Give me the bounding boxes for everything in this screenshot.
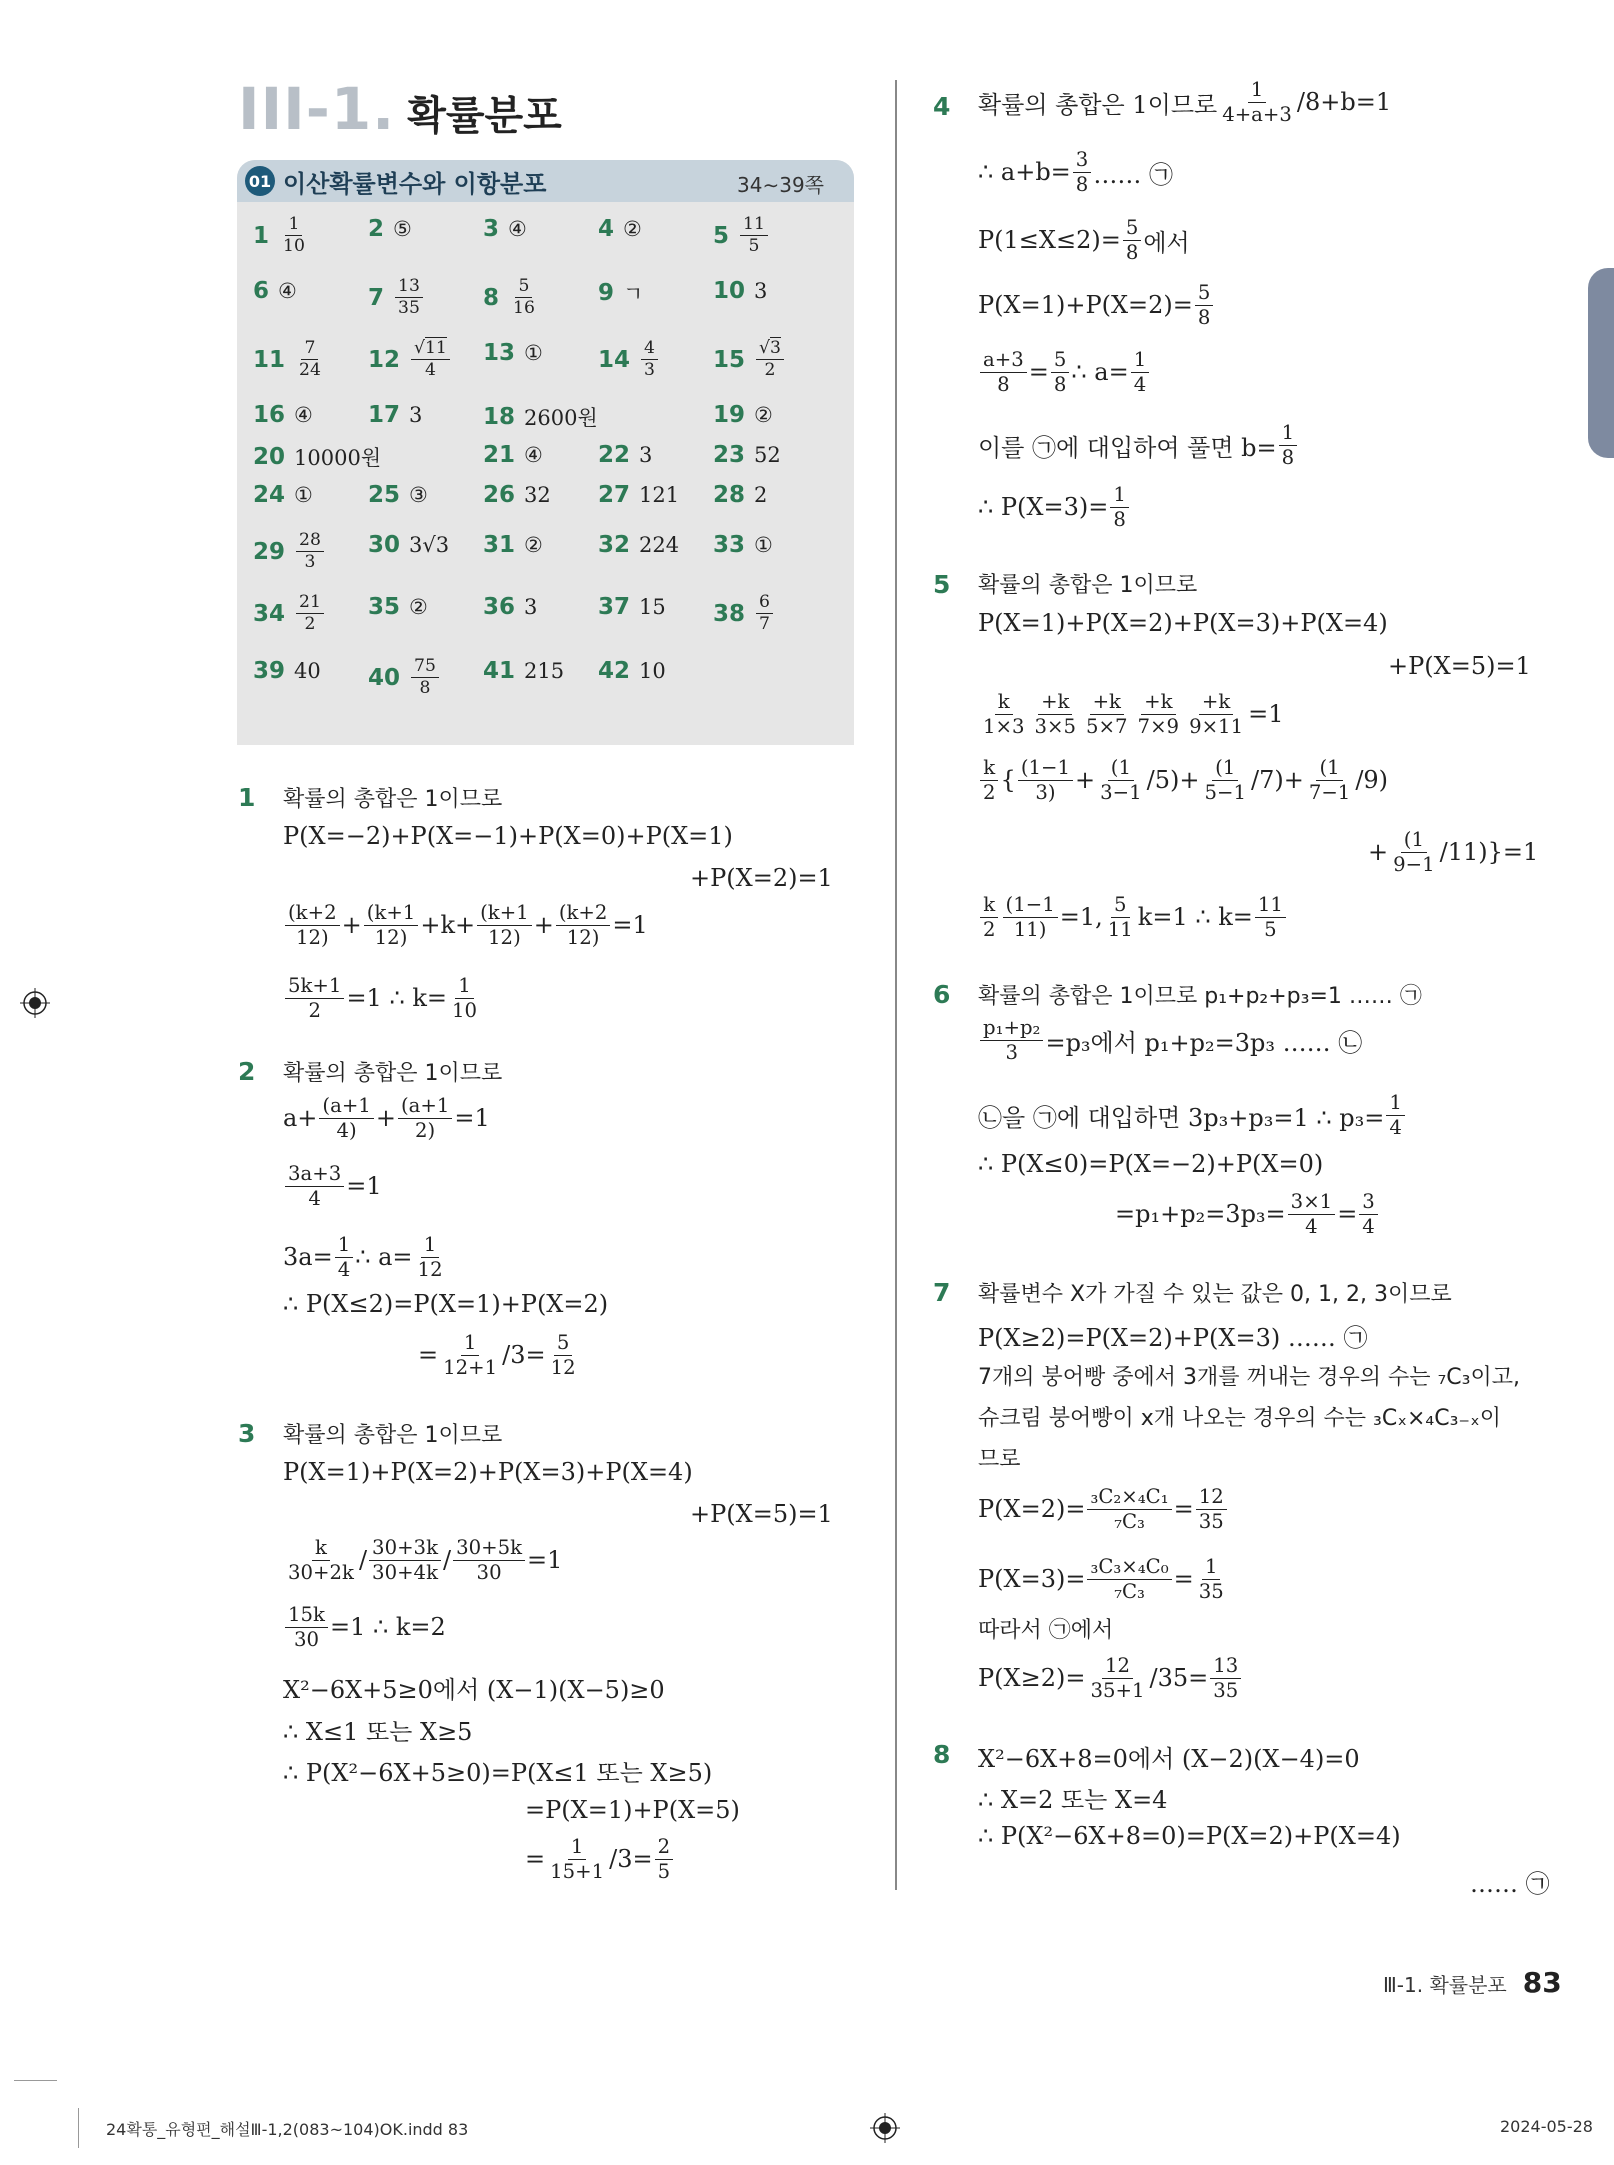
- print-date: 2024-05-28: [1500, 2117, 1593, 2136]
- answer-item: [713, 594, 775, 633]
- answer-number: 31: [483, 532, 516, 558]
- answer-item: [483, 594, 537, 620]
- chapter-header: [238, 75, 562, 143]
- answer-item: [368, 340, 452, 379]
- answer-number: 36: [483, 594, 516, 620]
- answer-value: $\frac{√3}{2}$: [754, 340, 786, 379]
- answer-value: ②: [524, 533, 543, 557]
- solution-line: ㉡을 ㉠에 대입하면 3p₃+p₃=1 ∴ p₃= 1 4: [978, 1093, 1407, 1137]
- text: 확률의 총합은 1이므로: [283, 787, 503, 812]
- answer-number: 2: [368, 216, 385, 242]
- answer-number: 10: [713, 278, 746, 304]
- solution-line: [978, 1613, 1113, 1644]
- solution-number: 4: [933, 92, 951, 121]
- answer-item: [253, 340, 326, 379]
- section-title: 이산확률변수와 이항분포: [283, 169, 547, 198]
- answer-value: $\frac{7}{24}$: [299, 338, 321, 381]
- solution-number: 8: [933, 1740, 951, 1769]
- answer-number: 30: [368, 532, 401, 558]
- solution-line: 5k+1 2 =1 ∴ k= 1 10: [283, 976, 482, 1020]
- answer-item: [713, 340, 786, 379]
- solution-line: = 1 12+1 /3= 5 12: [418, 1331, 576, 1379]
- answer-item: [368, 658, 441, 697]
- answer-number: 22: [598, 442, 631, 468]
- answer-value: $\frac{28}{3}$: [294, 532, 326, 571]
- answer-value: ④: [524, 443, 543, 467]
- solution-line: k 2 { (1−1 3) + (1 3−1 /5)+ (1 5−1 /7)+ (1 7−1 /9): [978, 758, 1388, 802]
- solution-line: [978, 1277, 1452, 1308]
- solution-line: 확률의 총합은 1이므로 1 4+a+3 /8+b=1: [978, 78, 1392, 126]
- answer-number: 26: [483, 482, 516, 508]
- answer-value: ②: [623, 217, 642, 241]
- solution-number: 6: [933, 980, 951, 1009]
- text: 확률의 총합은 1이므로 p₁+p₂+p₃=1 …… ㉠: [978, 984, 1422, 1009]
- answer-number: 40: [368, 664, 401, 691]
- solution-line: = 1 15+1 /3= 2 5: [525, 1837, 675, 1881]
- answer-number: 25: [368, 482, 401, 508]
- section-bar: [237, 160, 854, 202]
- solution-line: 15k 30 =1 ∴ k=2: [283, 1605, 446, 1649]
- answer-item: [713, 532, 773, 558]
- answer-value: ④: [278, 279, 297, 303]
- answer-value: 3: [409, 403, 423, 427]
- answer-item: [483, 216, 527, 242]
- answer-item: [598, 278, 643, 308]
- answer-item: [483, 278, 540, 317]
- column-divider: [895, 80, 897, 1890]
- answer-number: 24: [253, 482, 286, 508]
- solution-line: 이를 ㉠에 대입하여 풀면 b= 1 8: [978, 423, 1299, 467]
- answer-value: 3: [524, 595, 538, 619]
- answer-number: 38: [713, 600, 746, 627]
- solution-line: [283, 1418, 502, 1449]
- answer-value: $\frac{6}{7}$: [754, 594, 775, 633]
- solution-number: 5: [933, 570, 951, 599]
- crop-mark: [14, 2080, 57, 2081]
- answer-number: 13: [483, 340, 516, 366]
- answer-value: ①: [294, 483, 313, 507]
- answer-number: 9: [598, 280, 615, 306]
- solution-line: ∴ X=2 또는 X=4: [978, 1786, 1168, 1814]
- answer-item: [253, 482, 313, 508]
- answer-value: $\frac{13}{35}$: [393, 278, 425, 317]
- solution-line: ∴ P(X≤0)=P(X=−2)+P(X=0): [978, 1150, 1324, 1178]
- text: 슈크림 붕어빵이 x개 나오는 경우의 수는 ₃Cₓ×₄C₃₋ₓ이: [978, 1406, 1502, 1431]
- side-tab: [1588, 268, 1614, 458]
- answer-item: [253, 402, 313, 428]
- solution-line: k 2 (1−1 11) =1, 5 11 k=1 ∴ k= 11 5: [978, 895, 1288, 939]
- answer-number: 6: [253, 278, 270, 304]
- solution-line: p₁+p₂ 3 =p₃에서 p₁+p₂=3p₃ …… ㉡: [978, 1018, 1362, 1062]
- answer-number: 4: [598, 216, 615, 242]
- text: 확률의 총합은 1이므로: [283, 1423, 503, 1448]
- answer-value: ④: [294, 403, 313, 427]
- solution-line: =P(X=1)+P(X=5): [525, 1796, 740, 1824]
- answer-item: [483, 482, 551, 508]
- answer-value: $\frac{11}{5}$: [738, 216, 770, 255]
- answer-value: 3: [754, 279, 768, 303]
- answer-item: [253, 658, 321, 684]
- answer-item: [253, 594, 326, 633]
- solution-line: P(X=1)+P(X=2)= 5 8: [978, 283, 1215, 327]
- solution-line: + (1 9−1 /11)}=1: [1368, 828, 1539, 876]
- chapter-dot: .: [372, 75, 396, 143]
- text: 따라서 ㉠에서: [978, 1618, 1114, 1643]
- solution-line: [978, 1401, 1501, 1432]
- answer-value: 10: [639, 659, 666, 683]
- solution-line: +P(X=5)=1: [690, 1500, 833, 1528]
- solution-line: P(X=2)= ₃C₂×₄C₁ ₇C₃ = 12 35: [978, 1487, 1229, 1531]
- answer-value: 2600원: [524, 406, 598, 430]
- answer-value: ㄱ: [623, 282, 644, 306]
- answer-number: 19: [713, 402, 746, 428]
- answer-item: [713, 216, 770, 255]
- crop-mark: [78, 2108, 79, 2148]
- answer-value: $\frac{1}{10}$: [283, 214, 305, 257]
- text: 확률의 총합은 1이므로: [978, 573, 1198, 598]
- chapter-number: III-1: [238, 75, 373, 143]
- solution-line: k 30+2k / 30+3k 30+4k / 30+5k 30 =1: [288, 1536, 563, 1584]
- answer-value: $\frac{21}{2}$: [294, 594, 326, 633]
- solution-line: [978, 979, 1422, 1010]
- answer-item: [713, 482, 767, 508]
- answer-item: [368, 482, 428, 508]
- answer-value: ③: [409, 483, 428, 507]
- answer-number: 41: [483, 658, 516, 684]
- answer-number: 34: [253, 600, 286, 627]
- answer-value: ①: [524, 341, 543, 365]
- answer-number: 39: [253, 658, 286, 684]
- answer-item: [368, 216, 412, 242]
- answer-item: [598, 532, 679, 558]
- answer-value: ⑤: [393, 217, 412, 241]
- answer-item: [368, 402, 422, 428]
- answer-value: ④: [508, 217, 527, 241]
- print-slug: 24확통_유형편_해설Ⅲ-1,2(083~104)OK.indd 83: [106, 2120, 469, 2139]
- answer-value: 40: [294, 659, 321, 683]
- answer-value: 3: [639, 443, 653, 467]
- answer-number: 14: [598, 346, 631, 373]
- answer-number: 5: [713, 222, 730, 249]
- solution-line: [978, 1442, 1021, 1473]
- answer-item: [598, 482, 679, 508]
- answer-item: [368, 278, 425, 317]
- solution-line: (k+2 12) + (k+1 12) +k+ (k+1 12) + (k+2 12) =1: [283, 903, 648, 947]
- solution-line: …… ㉠: [1470, 1870, 1550, 1898]
- solution-line: [283, 1056, 502, 1087]
- solution-line: a+ (a+1 4) + (a+1 2) =1: [283, 1094, 490, 1142]
- answer-number: 37: [598, 594, 631, 620]
- answer-item: [253, 442, 381, 472]
- solution-line: a+3 8 = 5 8 ∴ a= 1 4: [978, 350, 1151, 394]
- section-pages: 34∼39쪽: [737, 173, 824, 197]
- page-footer: [1383, 1966, 1562, 1999]
- answer-item: [598, 340, 660, 379]
- answer-value: ②: [409, 595, 428, 619]
- answer-value: $\frac{5}{16}$: [513, 276, 535, 319]
- solution-line: P(X=−2)+P(X=−1)+P(X=0)+P(X=1): [283, 822, 733, 850]
- answer-number: 21: [483, 442, 516, 468]
- answer-number: 32: [598, 532, 631, 558]
- solution-number: 2: [238, 1057, 256, 1086]
- answer-number: 23: [713, 442, 746, 468]
- solution-line: P(X≥2)=P(X=2)+P(X=3) …… ㉠: [978, 1324, 1368, 1352]
- solution-line: [978, 1360, 1520, 1391]
- solution-line: ∴ P(X²−6X+8=0)=P(X=2)+P(X=4): [978, 1822, 1401, 1850]
- answer-item: [483, 340, 543, 366]
- answer-number: 1: [253, 222, 270, 249]
- registration-mark-icon: [870, 2113, 900, 2143]
- answer-item: [598, 442, 652, 468]
- answer-value: ②: [754, 403, 773, 427]
- answer-number: 12: [368, 346, 401, 373]
- answer-number: 33: [713, 532, 746, 558]
- answer-item: [598, 216, 642, 242]
- footer-section: Ⅲ-1. 확률분포: [1383, 1973, 1507, 1997]
- answer-item: [253, 216, 310, 255]
- answer-number: 18: [483, 404, 516, 430]
- answer-number: 16: [253, 402, 286, 428]
- answer-value: $\frac{√11}{4}$: [409, 340, 452, 379]
- answer-item: [483, 532, 543, 558]
- answer-item: [713, 442, 781, 468]
- solution-line: P(X≥2)= 12 35+1 /35= 13 35: [978, 1656, 1243, 1700]
- chapter-title: 확률분포: [407, 93, 562, 139]
- answer-number: 29: [253, 538, 286, 565]
- answer-number: 15: [713, 346, 746, 373]
- answer-value: 121: [639, 483, 680, 507]
- answer-value: 52: [754, 443, 781, 467]
- text: 므로: [978, 1447, 1021, 1472]
- answer-item: [483, 658, 564, 684]
- solution-number: 7: [933, 1278, 951, 1307]
- answer-number: 35: [368, 594, 401, 620]
- solution-line: ∴ a+b= 3 8 …… ㉠: [978, 148, 1173, 196]
- answer-number: 8: [483, 284, 500, 311]
- solution-line: [978, 568, 1197, 599]
- solution-line: 3a= 1 4 ∴ a= 1 12: [283, 1233, 443, 1281]
- solution-line: 3a+3 4 =1: [283, 1164, 382, 1208]
- answer-number: 42: [598, 658, 631, 684]
- solution-line: ∴ P(X=3)= 1 8: [978, 485, 1131, 529]
- solution-line: P(X=3)= ₃C₃×₄C₀ ₇C₃ = 1 35: [978, 1555, 1224, 1603]
- answer-summary-box: [237, 160, 854, 745]
- answer-number: 11: [253, 346, 286, 373]
- answer-item: [483, 442, 543, 468]
- registration-mark-icon: [20, 988, 50, 1018]
- solution-line: =p₁+p₂=3p₃= 3×1 4 = 3 4: [1115, 1192, 1380, 1236]
- answer-item: [713, 278, 767, 304]
- answer-number: 27: [598, 482, 631, 508]
- solution-line: X²−6X+5≥0에서 (X−1)(X−5)≥0: [283, 1676, 665, 1704]
- solution-number: 3: [238, 1419, 256, 1448]
- answer-value: 2: [754, 483, 768, 507]
- answer-number: 7: [368, 284, 385, 311]
- solution-line: X²−6X+8=0에서 (X−2)(X−4)=0: [978, 1745, 1360, 1773]
- text: 7개의 붕어빵 중에서 3개를 꺼내는 경우의 수는 ₇C₃이고,: [978, 1365, 1520, 1390]
- solution-line: P(X=1)+P(X=2)+P(X=3)+P(X=4): [283, 1458, 693, 1486]
- solution-line: ∴ X≤1 또는 X≥5: [283, 1718, 473, 1746]
- answer-value: ①: [754, 533, 773, 557]
- text: 확률의 총합은 1이므로: [283, 1061, 503, 1086]
- answer-item: [368, 594, 428, 620]
- solution-line: ∴ P(X≤2)=P(X=1)+P(X=2): [283, 1290, 609, 1318]
- solution-line: +P(X=5)=1: [1388, 652, 1531, 680]
- answer-number: 28: [713, 482, 746, 508]
- answer-item: [598, 594, 666, 620]
- answer-value: 3√3: [409, 533, 450, 557]
- answer-value: 15: [639, 595, 666, 619]
- answer-number: 3: [483, 216, 500, 242]
- solution-line: k 1×3 +k 3×5 +k 5×7 +k 7×9 +k 9×11 =1: [983, 690, 1284, 738]
- solution-line: ∴ P(X²−6X+5≥0)=P(X≤1 또는 X≥5): [283, 1759, 713, 1787]
- solution-line: P(X=1)+P(X=2)+P(X=3)+P(X=4): [978, 609, 1388, 637]
- answer-value: 32: [524, 483, 551, 507]
- answer-number: 20: [253, 444, 286, 470]
- page-number: 83: [1522, 1966, 1562, 1999]
- answer-value: 10000원: [294, 446, 382, 470]
- solution-line: +P(X=2)=1: [690, 864, 833, 892]
- answer-item: [253, 532, 326, 571]
- answer-value: $\frac{4}{3}$: [639, 340, 660, 379]
- answer-item: [598, 658, 666, 684]
- solution-line: [283, 782, 502, 813]
- answer-value: $\frac{75}{8}$: [409, 658, 441, 697]
- answer-number: 17: [368, 402, 401, 428]
- answer-item: [253, 278, 297, 304]
- section-badge: 01: [245, 166, 275, 196]
- solution-line: P(1≤X≤2)= 5 8 에서: [978, 216, 1190, 264]
- answer-value: 215: [524, 659, 565, 683]
- answer-item: [483, 402, 598, 432]
- answer-item: [713, 402, 773, 428]
- text: 확률변수 X가 가질 수 있는 값은 0, 1, 2, 3이므로: [978, 1282, 1452, 1307]
- solution-number: 1: [238, 783, 256, 812]
- answer-item: [368, 532, 449, 558]
- answer-value: 224: [639, 533, 680, 557]
